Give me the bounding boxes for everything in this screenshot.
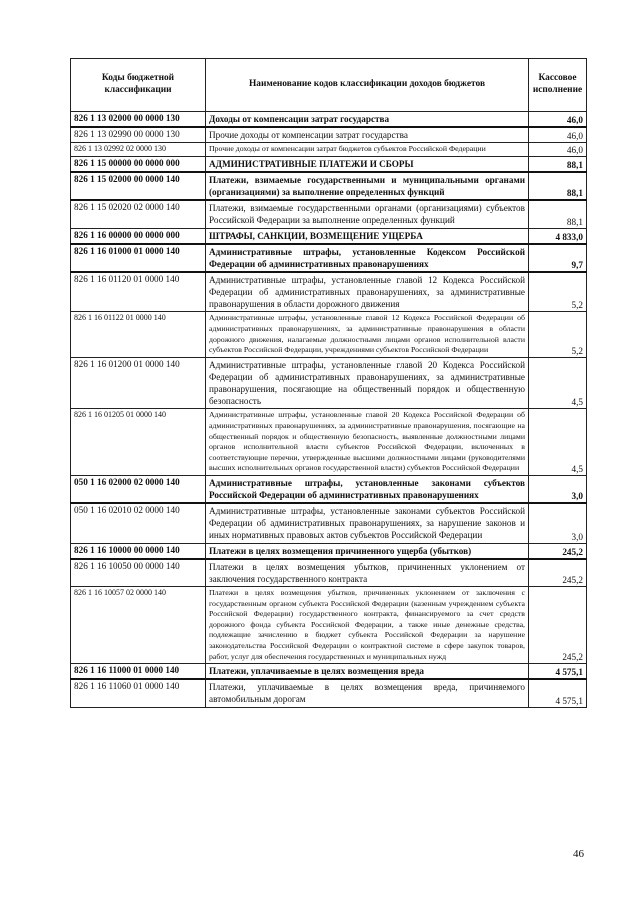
row-value: 245,2 xyxy=(529,587,587,664)
row-name: Административные штрафы, установленные законами субъектов Российской Федерации об административных правонарушениях, за нарушение законов и иных нормативных правовых актов субъектов Российской Федерации xyxy=(206,503,529,543)
row-name: Доходы от компенсации затрат государства xyxy=(206,112,529,128)
row-code: 826 1 16 01205 01 0000 140 xyxy=(71,409,206,476)
table-row xyxy=(71,664,587,680)
table-row xyxy=(71,312,587,357)
header-name: Наименование кодов классификации доходов бюджетов xyxy=(206,59,529,112)
row-code: 826 1 16 10000 00 0000 140 xyxy=(71,543,206,559)
row-name: Административные штрафы, установленные Кодексом Российской Федерации об административных правонарушениях xyxy=(206,244,529,272)
row-name: Административные штрафы, установленные главой 20 Кодекса Российской Федерации об административных правонарушениях, за административные правонарушения, посягающие на общественный порядок и общественную безопасность, выявленные должностными лицами органов исполнительной власти субъектов Российской Федерации, включенных в соответствующие перечни, утвержденные высшими должностными лицами (руководителями высших исполнительных органов государственной власти) субъектов Российской Федерации xyxy=(206,409,529,476)
row-value: 88,1 xyxy=(529,200,587,228)
row-value: 4 575,1 xyxy=(529,679,587,707)
table-row xyxy=(71,112,587,128)
row-value: 9,7 xyxy=(529,244,587,272)
table-row xyxy=(71,503,587,543)
row-value: 88,1 xyxy=(529,156,587,172)
table-row xyxy=(71,543,587,559)
row-code: 826 1 16 01120 01 0000 140 xyxy=(71,272,206,312)
row-code: 826 1 13 02990 00 0000 130 xyxy=(71,127,206,143)
row-name: Платежи в целях возмещения убытков, причиненных уклонением от заключения с государственным органом субъекта Российской Федерации (казенным учреждением субъекта Российской Федерации) государственного контракта, финансируемого за счет средств дорожного фонда субъекта Российской Федерации, а также иные денежные средства, подлежащие зачислению в бюджет субъекта Российской Федерации за нарушение законодательства Российской Федерации о контрактной системе в сфере закупок товаров, работ, услуг для обеспечения государственных и муниципальных нужд xyxy=(206,587,529,664)
table-row xyxy=(71,127,587,143)
row-name: Административные штрафы, установленные главой 12 Кодекса Российской Федерации об административных правонарушениях, за административные правонарушения в области дорожного движения xyxy=(206,272,529,312)
table-row xyxy=(71,409,587,476)
table-row xyxy=(71,272,587,312)
row-code: 050 1 16 02010 02 0000 140 xyxy=(71,503,206,543)
row-code: 826 1 16 10057 02 0000 140 xyxy=(71,587,206,664)
row-value: 245,2 xyxy=(529,543,587,559)
row-code: 826 1 13 02992 02 0000 130 xyxy=(71,143,206,157)
page-number: 46 xyxy=(573,848,584,860)
budget-revenue-table xyxy=(70,58,587,708)
header-code: Коды бюджетной классификации xyxy=(71,59,206,112)
row-value: 4,5 xyxy=(529,409,587,476)
row-code: 826 1 15 02020 02 0000 140 xyxy=(71,200,206,228)
row-name: Платежи, уплачиваемые в целях возмещения вреда xyxy=(206,664,529,680)
table-row xyxy=(71,228,587,244)
table-row xyxy=(71,559,587,587)
table-row xyxy=(71,244,587,272)
table-row xyxy=(71,172,587,200)
table-row xyxy=(71,143,587,157)
row-name: Платежи, уплачиваемые в целях возмещения вреда, причиняемого автомобильным дорогам xyxy=(206,679,529,707)
row-value: 245,2 xyxy=(529,559,587,587)
header-value: Кассовое исполнение xyxy=(529,59,587,112)
row-code: 826 1 16 10050 00 0000 140 xyxy=(71,559,206,587)
row-name: Платежи, взимаемые государственными и муниципальными органами (организациями) за выполнение определенных функций xyxy=(206,172,529,200)
row-code: 050 1 16 02000 02 0000 140 xyxy=(71,475,206,503)
row-code: 826 1 16 00000 00 0000 000 xyxy=(71,228,206,244)
table-body xyxy=(71,112,587,708)
row-name: ШТРАФЫ, САНКЦИИ, ВОЗМЕЩЕНИЕ УЩЕРБА xyxy=(206,228,529,244)
row-value: 88,1 xyxy=(529,172,587,200)
row-code: 826 1 16 01122 01 0000 140 xyxy=(71,312,206,357)
table-row xyxy=(71,200,587,228)
table-row xyxy=(71,587,587,664)
row-value: 4 833,0 xyxy=(529,228,587,244)
row-value: 4,5 xyxy=(529,357,587,409)
row-code: 826 1 13 02000 00 0000 130 xyxy=(71,112,206,128)
table-row xyxy=(71,156,587,172)
row-value: 46,0 xyxy=(529,112,587,128)
row-name: Платежи в целях возмещения причиненного ущерба (убытков) xyxy=(206,543,529,559)
row-name: Административные штрафы, установленные законами субъектов Российской Федерации об административных правонарушениях xyxy=(206,475,529,503)
row-name: Административные штрафы, установленные главой 12 Кодекса Российской Федерации об административных правонарушениях, за административные правонарушения в области дорожного движения, налагаемые должностными лицами органов исполнительной власти субъектов Российской Федерации, учреждениями субъектов Российской Федерации xyxy=(206,312,529,357)
row-value: 3,0 xyxy=(529,503,587,543)
row-name: Административные штрафы, установленные главой 20 Кодекса Российской Федерации об административных правонарушениях, за административные правонарушения, посягающие на общественный порядок и общественную безопасность xyxy=(206,357,529,409)
row-name: Платежи в целях возмещения убытков, причиненных уклонением от заключения государственного контракта xyxy=(206,559,529,587)
row-code: 826 1 15 02000 00 0000 140 xyxy=(71,172,206,200)
row-code: 826 1 16 01000 01 0000 140 xyxy=(71,244,206,272)
row-code: 826 1 15 00000 00 0000 000 xyxy=(71,156,206,172)
row-value: 46,0 xyxy=(529,143,587,157)
row-name: Прочие доходы от компенсации затрат бюджетов субъектов Российской Федерации xyxy=(206,143,529,157)
row-name: АДМИНИСТРАТИВНЫЕ ПЛАТЕЖИ И СБОРЫ xyxy=(206,156,529,172)
row-value: 5,2 xyxy=(529,312,587,357)
row-name: Прочие доходы от компенсации затрат государства xyxy=(206,127,529,143)
row-code: 826 1 16 11060 01 0000 140 xyxy=(71,679,206,707)
row-value: 4 575,1 xyxy=(529,664,587,680)
row-name: Платежи, взимаемые государственными органами (организациями) субъектов Российской Федерации за выполнение определенных функций xyxy=(206,200,529,228)
table-row xyxy=(71,679,587,707)
row-value: 3,0 xyxy=(529,475,587,503)
row-value: 5,2 xyxy=(529,272,587,312)
table-row xyxy=(71,475,587,503)
row-code: 826 1 16 11000 01 0000 140 xyxy=(71,664,206,680)
row-code: 826 1 16 01200 01 0000 140 xyxy=(71,357,206,409)
row-value: 46,0 xyxy=(529,127,587,143)
table-row xyxy=(71,357,587,409)
table-header-row xyxy=(71,59,587,112)
